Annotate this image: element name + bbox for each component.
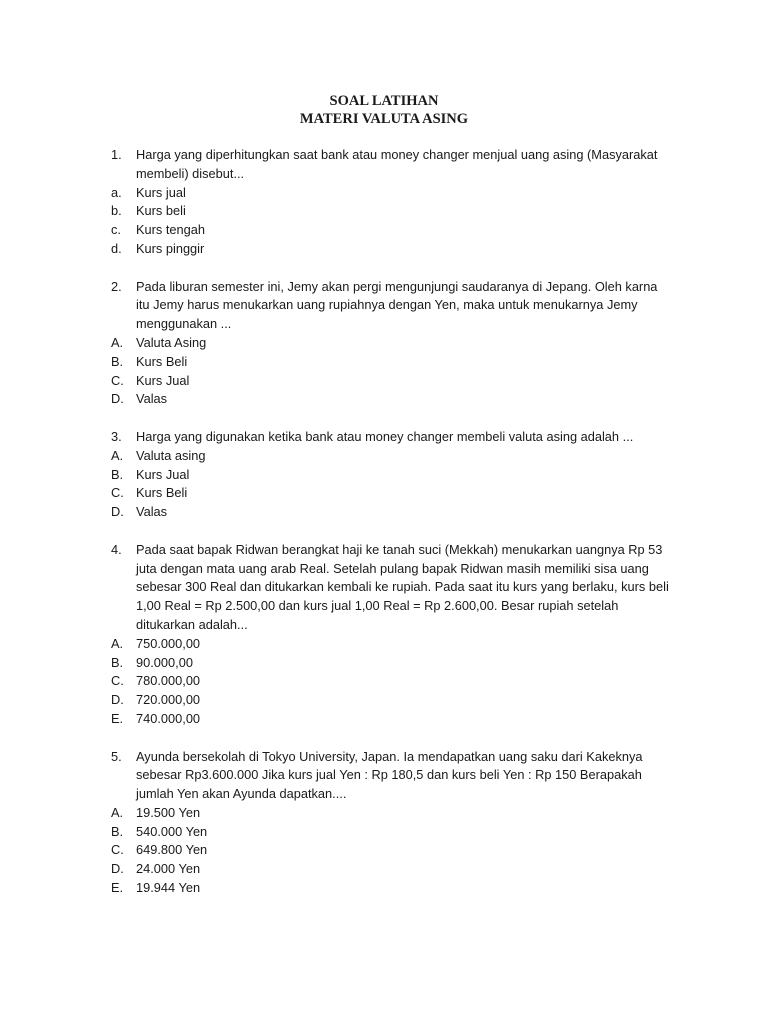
option-text: Kurs Jual bbox=[136, 466, 190, 482]
question-stem bbox=[111, 541, 671, 635]
option-letter: A. bbox=[111, 447, 124, 463]
option-letter: A. bbox=[111, 804, 124, 820]
option-letter: b. bbox=[111, 203, 122, 219]
option-text: Valas bbox=[136, 391, 168, 407]
question-list bbox=[111, 146, 671, 917]
answer-option bbox=[111, 841, 671, 860]
answer-option bbox=[111, 635, 671, 654]
option-text: Kurs Beli bbox=[136, 485, 188, 501]
answer-option bbox=[111, 804, 671, 823]
answer-option bbox=[111, 860, 671, 879]
option-text: Kurs beli bbox=[136, 203, 186, 219]
answer-option bbox=[111, 334, 671, 353]
answer-option bbox=[111, 447, 671, 466]
option-letter: E. bbox=[111, 880, 124, 896]
question-5 bbox=[111, 748, 671, 898]
question-stem bbox=[111, 146, 671, 184]
option-text: Kurs tengah bbox=[136, 222, 206, 238]
question-number: 1. bbox=[111, 147, 122, 162]
option-letter: E. bbox=[111, 710, 124, 726]
option-text: 90.000,00 bbox=[136, 654, 193, 670]
option-text: 720.000,00 bbox=[136, 692, 201, 708]
answer-option bbox=[111, 240, 671, 259]
question-2 bbox=[111, 278, 671, 410]
option-letter: C. bbox=[111, 842, 124, 858]
answer-option bbox=[111, 691, 671, 710]
option-text: 24.000 Yen bbox=[136, 861, 201, 877]
option-letter: a. bbox=[111, 184, 122, 200]
answer-option bbox=[111, 353, 671, 372]
option-letter: A. bbox=[111, 334, 124, 350]
question-number: 2. bbox=[111, 278, 122, 294]
question-number: 4. bbox=[111, 541, 122, 557]
option-text: Valuta Asing bbox=[136, 334, 207, 350]
option-text: 750.000,00 bbox=[136, 635, 201, 651]
option-letter: D. bbox=[111, 861, 124, 877]
answer-option bbox=[111, 654, 671, 673]
answer-option bbox=[111, 221, 671, 240]
option-text: Kurs Beli bbox=[136, 353, 188, 369]
answer-option bbox=[111, 484, 671, 503]
document-title: SOAL LATIHAN bbox=[329, 93, 439, 109]
option-letter: B. bbox=[111, 823, 124, 839]
answer-option bbox=[111, 710, 671, 729]
option-text: 19.944 Yen bbox=[136, 880, 201, 896]
option-letter: B. bbox=[111, 466, 124, 482]
question-1 bbox=[111, 146, 671, 259]
option-letter: D. bbox=[111, 391, 124, 407]
question-number: 3. bbox=[111, 428, 122, 444]
option-text: 780.000,00 bbox=[136, 673, 201, 689]
question-stem bbox=[111, 748, 671, 804]
option-letter: C. bbox=[111, 485, 124, 501]
question-text: Pada saat bapak Ridwan berangkat haji ke tanah suci (Mekkah) menukarkan uangnya Rp 53 juta dengan mata uang arab Real. Setelah pulang bapak Ridwan masih memiliki sisa uang sebesar 300 Real dan ditukarkan kembali ke rupiah. Pada saat itu kurs yang berlaku, kurs beli 1,00 Real = Rp 2.500,00 dan kurs jual 1,00 Real = Rp 2.600,00. Besar rupiah setelah ditukarkan adalah... bbox=[136, 541, 669, 632]
option-letter: C. bbox=[111, 673, 124, 689]
option-letter: c. bbox=[111, 222, 121, 238]
question-text: Harga yang digunakan ketika bank atau money changer membeli valuta asing adalah ... bbox=[136, 428, 634, 444]
option-letter: D. bbox=[111, 692, 124, 708]
option-letter: A. bbox=[111, 635, 124, 651]
answer-option bbox=[111, 503, 671, 522]
question-text: Harga yang diperhitungkan saat bank atau money changer menjual uang asing (Masyarakat membeli) disebut... bbox=[136, 147, 658, 181]
question-text: Ayunda bersekolah di Tokyo University, Japan. Ia mendapatkan uang saku dari Kakeknya sebesar Rp3.600.000 Jika kurs jual Yen : Rp 180,5 dan kurs beli Yen : Rp 150 Berapakah jumlah Yen akan Ayunda dapatkan.... bbox=[136, 748, 643, 802]
option-text: Valuta asing bbox=[136, 447, 206, 463]
question-number: 5. bbox=[111, 748, 122, 764]
option-text: 740.000,00 bbox=[136, 710, 201, 726]
option-letter: B. bbox=[111, 654, 124, 670]
document-subtitle: MATERI VALUTA ASING bbox=[299, 111, 469, 127]
option-text: Kurs Jual bbox=[136, 372, 190, 388]
answer-option bbox=[111, 823, 671, 842]
option-text: 540.000 Yen bbox=[136, 823, 208, 839]
answer-option bbox=[111, 372, 671, 391]
option-letter: D. bbox=[111, 504, 124, 520]
option-letter: B. bbox=[111, 353, 124, 369]
option-letter: d. bbox=[111, 240, 122, 256]
option-text: Kurs jual bbox=[136, 184, 186, 200]
answer-option bbox=[111, 466, 671, 485]
option-text: 19.500 Yen bbox=[136, 804, 201, 820]
answer-option bbox=[111, 879, 671, 898]
question-3 bbox=[111, 428, 671, 522]
option-text: Valas bbox=[136, 504, 168, 520]
question-4 bbox=[111, 541, 671, 729]
answer-option bbox=[111, 202, 671, 221]
answer-option bbox=[111, 184, 671, 203]
option-text: Kurs pinggir bbox=[136, 240, 205, 256]
answer-option bbox=[111, 672, 671, 691]
option-text: 649.800 Yen bbox=[136, 842, 208, 858]
answer-option bbox=[111, 390, 671, 409]
question-text: Pada liburan semester ini, Jemy akan pergi mengunjungi saudaranya di Jepang. Oleh karna itu Jemy harus menukarkan uang rupiahnya dengan Yen, maka untuk menukarnya Jemy menggunakan ... bbox=[136, 278, 658, 332]
question-stem bbox=[111, 278, 671, 334]
question-stem bbox=[111, 428, 671, 447]
option-letter: C. bbox=[111, 372, 124, 388]
